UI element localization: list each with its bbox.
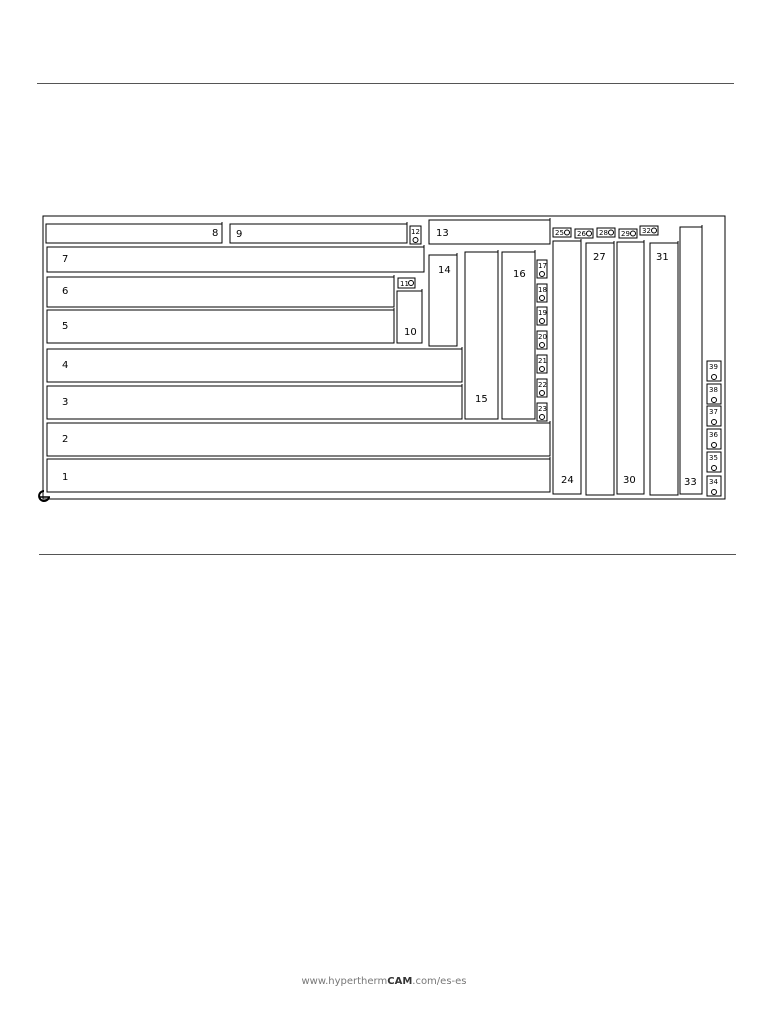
part-number-label: 23 xyxy=(538,405,547,413)
part-number-label: 34 xyxy=(709,478,718,486)
nested-part-6[interactable] xyxy=(47,275,394,307)
part-number-label: 2 xyxy=(62,434,69,445)
part-number-label: 17 xyxy=(538,262,547,270)
part-number-label: 10 xyxy=(404,327,417,338)
nested-part-8[interactable] xyxy=(46,222,222,243)
part-outline xyxy=(47,459,550,492)
part-number-label: 37 xyxy=(709,408,718,416)
part-number-label: 13 xyxy=(436,228,449,239)
part-outline xyxy=(47,423,550,456)
part-number-label: 27 xyxy=(593,252,606,263)
nested-part-37[interactable] xyxy=(707,406,721,426)
part-number-label: 26 xyxy=(577,230,586,238)
part-number-label: 19 xyxy=(538,309,547,317)
nested-part-32[interactable] xyxy=(640,226,658,235)
nested-part-30[interactable] xyxy=(617,240,644,494)
part-number-label: 32 xyxy=(642,227,651,235)
nested-part-16[interactable] xyxy=(502,250,535,419)
nested-part-34[interactable] xyxy=(707,476,721,496)
nested-part-23[interactable] xyxy=(537,403,547,421)
nested-part-29[interactable] xyxy=(619,229,637,238)
part-number-label: 39 xyxy=(709,363,718,371)
part-number-label: 21 xyxy=(538,357,547,365)
part-outline xyxy=(586,243,614,495)
nested-part-12[interactable] xyxy=(410,226,421,244)
part-outline xyxy=(617,242,644,494)
part-number-label: 29 xyxy=(621,230,630,238)
nested-part-26[interactable] xyxy=(575,229,593,238)
nested-part-15[interactable] xyxy=(465,250,498,419)
nested-part-22[interactable] xyxy=(537,379,547,397)
nested-part-21[interactable] xyxy=(537,355,547,373)
part-number-label: 25 xyxy=(555,229,564,237)
part-number-label: 5 xyxy=(62,321,69,332)
part-number-label: 38 xyxy=(709,386,718,394)
part-number-label: 22 xyxy=(538,381,547,389)
part-number-label: 33 xyxy=(684,477,697,488)
nested-part-35[interactable] xyxy=(707,452,721,472)
nested-part-25[interactable] xyxy=(553,228,571,237)
nested-part-1[interactable] xyxy=(47,457,550,492)
part-number-label: 20 xyxy=(538,333,547,341)
nested-part-10[interactable] xyxy=(397,289,422,343)
part-number-label: 30 xyxy=(623,475,636,486)
part-number-label: 7 xyxy=(62,254,69,265)
nested-part-17[interactable] xyxy=(537,260,547,278)
part-outline xyxy=(553,241,581,494)
part-number-label: 9 xyxy=(236,229,243,240)
part-number-label: 15 xyxy=(475,394,488,405)
nested-part-31[interactable] xyxy=(650,241,678,495)
nested-part-18[interactable] xyxy=(537,284,547,302)
part-number-label: 12 xyxy=(411,228,420,236)
part-outline xyxy=(47,310,394,343)
part-outline xyxy=(47,247,424,272)
nested-part-24[interactable] xyxy=(553,239,581,494)
nested-part-4[interactable] xyxy=(47,347,462,382)
part-number-label: 11 xyxy=(400,280,409,288)
nested-part-19[interactable] xyxy=(537,307,547,325)
nested-part-20[interactable] xyxy=(537,331,547,349)
nested-part-28[interactable] xyxy=(597,228,615,237)
part-number-label: 36 xyxy=(709,431,718,439)
part-outline xyxy=(46,224,222,243)
part-outline xyxy=(650,243,678,495)
part-outline xyxy=(47,386,462,419)
nested-part-39[interactable] xyxy=(707,361,721,381)
nested-part-11[interactable] xyxy=(398,278,415,288)
part-number-label: 4 xyxy=(62,360,69,371)
footer-url: www.hyperthermCAM.com/es-es xyxy=(301,976,467,987)
nested-part-13[interactable] xyxy=(429,218,550,244)
part-outline xyxy=(680,227,702,494)
nested-part-27[interactable] xyxy=(586,241,614,495)
part-number-label: 3 xyxy=(62,397,69,408)
part-outline xyxy=(47,349,462,382)
part-number-label: 1 xyxy=(62,472,69,483)
nested-part-2[interactable] xyxy=(47,421,550,456)
part-number-label: 24 xyxy=(561,475,574,486)
nested-part-33[interactable] xyxy=(680,225,702,494)
nested-part-5[interactable] xyxy=(47,308,394,343)
part-number-label: 31 xyxy=(656,252,669,263)
nested-part-9[interactable] xyxy=(230,222,407,243)
part-number-label: 6 xyxy=(62,286,69,297)
part-number-label: 18 xyxy=(538,286,547,294)
nested-part-36[interactable] xyxy=(707,429,721,449)
part-number-label: 35 xyxy=(709,454,718,462)
part-number-label: 28 xyxy=(599,229,608,237)
part-number-label: 14 xyxy=(438,265,451,276)
nested-part-7[interactable] xyxy=(47,245,424,272)
part-number-label: 16 xyxy=(513,269,526,280)
nested-part-3[interactable] xyxy=(47,384,462,419)
part-outline xyxy=(230,224,407,243)
part-outline xyxy=(47,277,394,307)
part-number-label: 8 xyxy=(212,228,219,239)
nested-part-38[interactable] xyxy=(707,384,721,404)
nested-part-14[interactable] xyxy=(429,253,457,346)
